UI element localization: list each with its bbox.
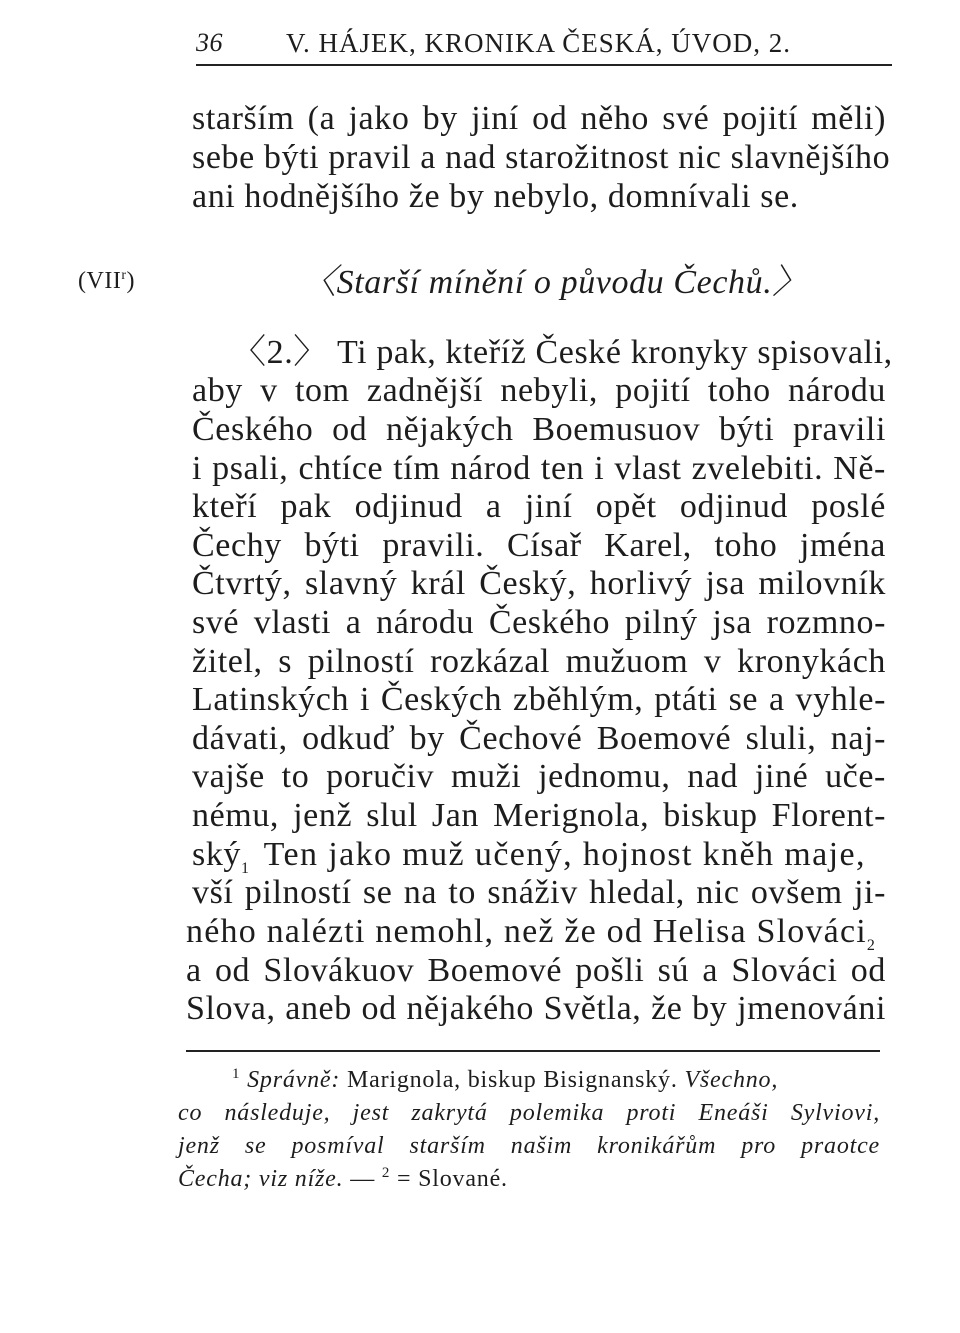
text-line: Čechy býti pravili. Císař Karel, toho jména [192, 527, 886, 564]
text-line: dávati, odkuď by Čechové Boemové sluli, naj- [192, 720, 886, 757]
text-line: vajše to poručiv muži jednomu, nad jiné uče- [192, 758, 886, 795]
footnote-text: Marignola, biskup Bisignanský. [346, 1067, 678, 1093]
footnote-italic: Čecha; viz níže. [178, 1166, 344, 1192]
text-line: Čtvrtý, slavný král Český, horlivý jsa milovník [192, 565, 886, 602]
text-line [186, 913, 886, 954]
footnote-italic: Správně: [247, 1067, 341, 1093]
text-line: sebe býti pravil a nad starožitnost nic slavnějšího [192, 139, 891, 176]
text-line: 〈2.〉 Ti pak, kteříž České kronyky spisovali, [232, 334, 893, 371]
text-line: i psali, chtíce tím národ ten i vlast zvelebiti. Ně- [192, 450, 886, 487]
text-line: Českého od nějakých Boemusuov býti pravili [192, 411, 886, 448]
text-fragment: ský [192, 836, 242, 873]
margin-note-close: ) [126, 268, 135, 294]
text-line: nému, jenž slul Jan Merignola, biskup Florent- [192, 797, 886, 834]
footnote-line [232, 1068, 882, 1092]
footnote-line: co následuje, jest zakrytá polemika proti Eneáši Sylviovi, [178, 1100, 880, 1126]
text-line: ani hodnějšího že by nebylo, domnívali se. [192, 178, 799, 215]
text-line: Latinských i Českých zběhlým, ptáti se a vyhle- [192, 681, 886, 718]
text-line: své vlasti a národu Českého pilný jsa rozmno- [192, 604, 886, 641]
footnote-line: jenž se posmíval starším našim kronikářům pro praotce [178, 1133, 880, 1159]
footnote-rule [186, 1050, 880, 1052]
margin-folio-note [78, 268, 135, 295]
margin-note-sup: r [121, 268, 127, 283]
footnote-text: = Slované. [397, 1166, 508, 1192]
text-line: vší pilností se na to snáživ hledal, nic ovšem ji- [192, 874, 886, 911]
text-line: a od Slovákuov Boemové pošli sú a Slováci od [186, 952, 886, 989]
text-line: aby v tom zadnější nebyli, pojití toho národu [192, 372, 886, 409]
footnote-ref-2: 2 [866, 936, 876, 954]
section-heading: 〈Starší mínění o původu Čechů.〉 [302, 264, 807, 301]
footnote-dash: — [350, 1166, 376, 1192]
margin-note-text: (VII [78, 268, 122, 294]
footnote-line [178, 1167, 508, 1191]
text-line: žitel, s pilností rozkázal mužuom v kronykách [192, 643, 886, 680]
footnote-number: 2 [381, 1165, 391, 1181]
text-line: Slova, aneb od nějakého Světla, že by jmenováni [186, 990, 886, 1027]
text-line: starším (a jako by jiní od něho své pojití měli) [192, 100, 886, 137]
page-header [196, 26, 892, 66]
page-number: 36 [196, 28, 223, 57]
text-fragment: Ten jako muž učený, hojnost kněh maje, [263, 836, 866, 873]
text-line: kteří pak odjinud a jiní opět odjinud poslé [192, 488, 886, 525]
text-line [192, 836, 886, 877]
text-fragment: ného nalézti nemohl, než že od Helisa Slováci [186, 913, 867, 950]
footnote-number: 1 [232, 1066, 241, 1082]
running-head: V. HÁJEK, KRONIKA ČESKÁ, ÚVOD, 2. [286, 28, 792, 58]
footnote-ref-1: 1 [241, 859, 250, 877]
footnote-italic: Všechno, [684, 1067, 779, 1093]
